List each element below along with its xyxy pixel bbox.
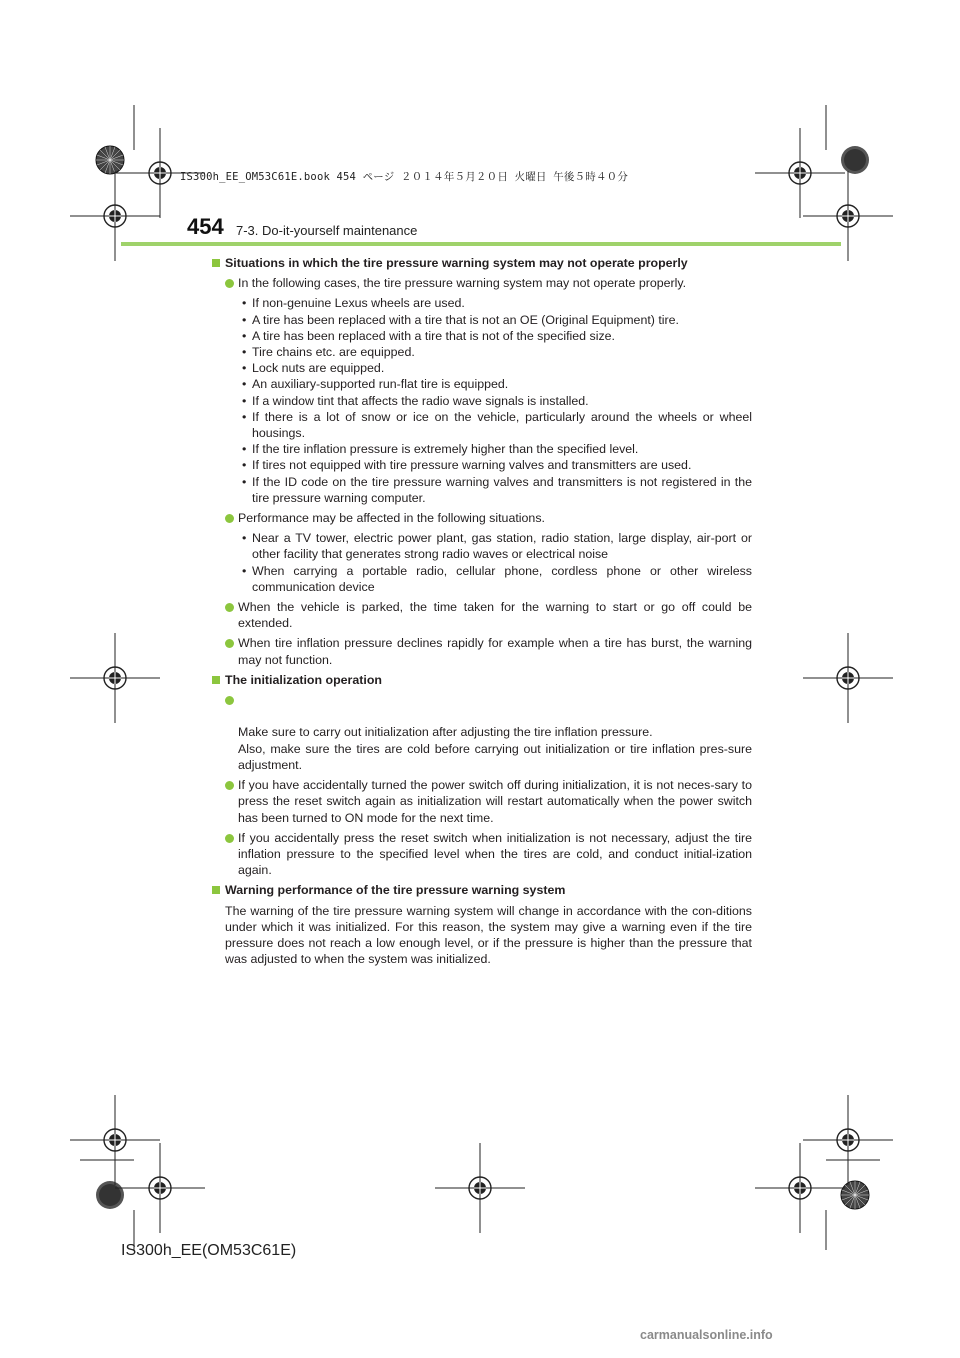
footer-model-code: IS300h_EE(OM53C61E) <box>121 1242 297 1259</box>
square-bullet-icon <box>212 886 220 894</box>
paragraph: The warning of the tire pressure warning system will change in accordance with the con-ditions under which it was initialized. For this reason, the system may give a warning even if the tire pressure does not reach a low enough level, or if the pressure is higher than the pressure that was adjusted to when the system was initialized. <box>225 903 752 967</box>
sub-item: • Tire chains etc. are equipped. <box>242 345 415 360</box>
circle-bullet-icon <box>225 279 234 288</box>
list-item: Make sure to carry out initialization after adjusting the tire inflation pressure. Also, make sure the tires are cold before carrying out initialization or tire inflation pres-sure adjustment. <box>212 692 752 773</box>
sub-item: • If a window tint that affects the radio wave signals is installed. <box>242 393 589 408</box>
list-item: When tire inflation pressure declines rapidly for example when a tire has burst, the warning may not function. <box>212 635 752 667</box>
section-heading: Situations in which the tire pressure warning system may not operate properly <box>212 255 752 271</box>
sub-item: • If there is a lot of snow or ice on the vehicle, particularly around the wheels or wheel housings. <box>242 409 752 441</box>
section-title: 7-3. Do-it-yourself maintenance <box>236 223 418 238</box>
sub-item: • If non-genuine Lexus wheels are used. <box>242 296 465 311</box>
page-content <box>212 255 752 967</box>
square-bullet-icon <box>212 259 220 267</box>
header-rule <box>121 242 841 246</box>
sub-item: • A tire has been replaced with a tire that is not of the specified size. <box>242 328 615 343</box>
circle-bullet-icon <box>225 603 234 612</box>
sub-item: • Near a TV tower, electric power plant, gas station, radio station, large display, air-port or other facility that generates strong radio waves or electrical noise <box>242 531 752 562</box>
sub-item: • When carrying a portable radio, cellular phone, cordless phone or other wireless communication device <box>242 563 752 594</box>
sub-item: • A tire has been replaced with a tire that is not an OE (Original Equipment) tire. <box>242 312 680 327</box>
sub-item: • If the ID code on the tire pressure warning valves and transmitters is not registered in the tire pressure warning computer. <box>242 474 752 505</box>
list-item: When the vehicle is parked, the time taken for the warning to start or go off could be extended. <box>212 599 752 631</box>
section-heading: The initialization operation <box>212 672 752 688</box>
print-header: IS300h_EE_OM53C61E.book 454 ページ ２０１４年５月２０日 火曜日 午後５時４０分 <box>180 171 629 183</box>
list-item: In the following cases, the tire pressure warning system may not operate properly. <box>212 275 752 291</box>
watermark: carmanualsonline.info <box>640 1328 773 1342</box>
list-item: If you have accidentally turned the power switch off during initialization, it is not neces-sary to press the reset switch again as initialization will restart automatically when the power switch has been turned to ON mode for the next time. <box>212 777 752 826</box>
list-item: If you accidentally press the reset switch when initialization is not necessary, adjust the tire inflation pressure to the specified level when the tires are cold, and conduct initial-ization again. <box>212 830 752 879</box>
page-number: 454 <box>187 214 224 239</box>
sub-item: • If tires not equipped with tire pressure warning valves and transmitters are used. <box>242 458 692 473</box>
sub-item: • If the tire inflation pressure is extremely higher than the specified level. <box>242 442 639 457</box>
circle-bullet-icon <box>225 639 234 648</box>
section-heading: Warning performance of the tire pressure warning system <box>212 882 752 898</box>
square-bullet-icon <box>212 676 220 684</box>
circle-bullet-icon <box>225 514 234 523</box>
circle-bullet-icon <box>225 696 234 705</box>
list-item: Performance may be affected in the following situations. <box>212 510 752 526</box>
circle-bullet-icon <box>225 781 234 790</box>
circle-bullet-icon <box>225 834 234 843</box>
sub-item: • An auxiliary-supported run-flat tire is equipped. <box>242 377 509 392</box>
sub-item: • Lock nuts are equipped. <box>242 361 385 376</box>
